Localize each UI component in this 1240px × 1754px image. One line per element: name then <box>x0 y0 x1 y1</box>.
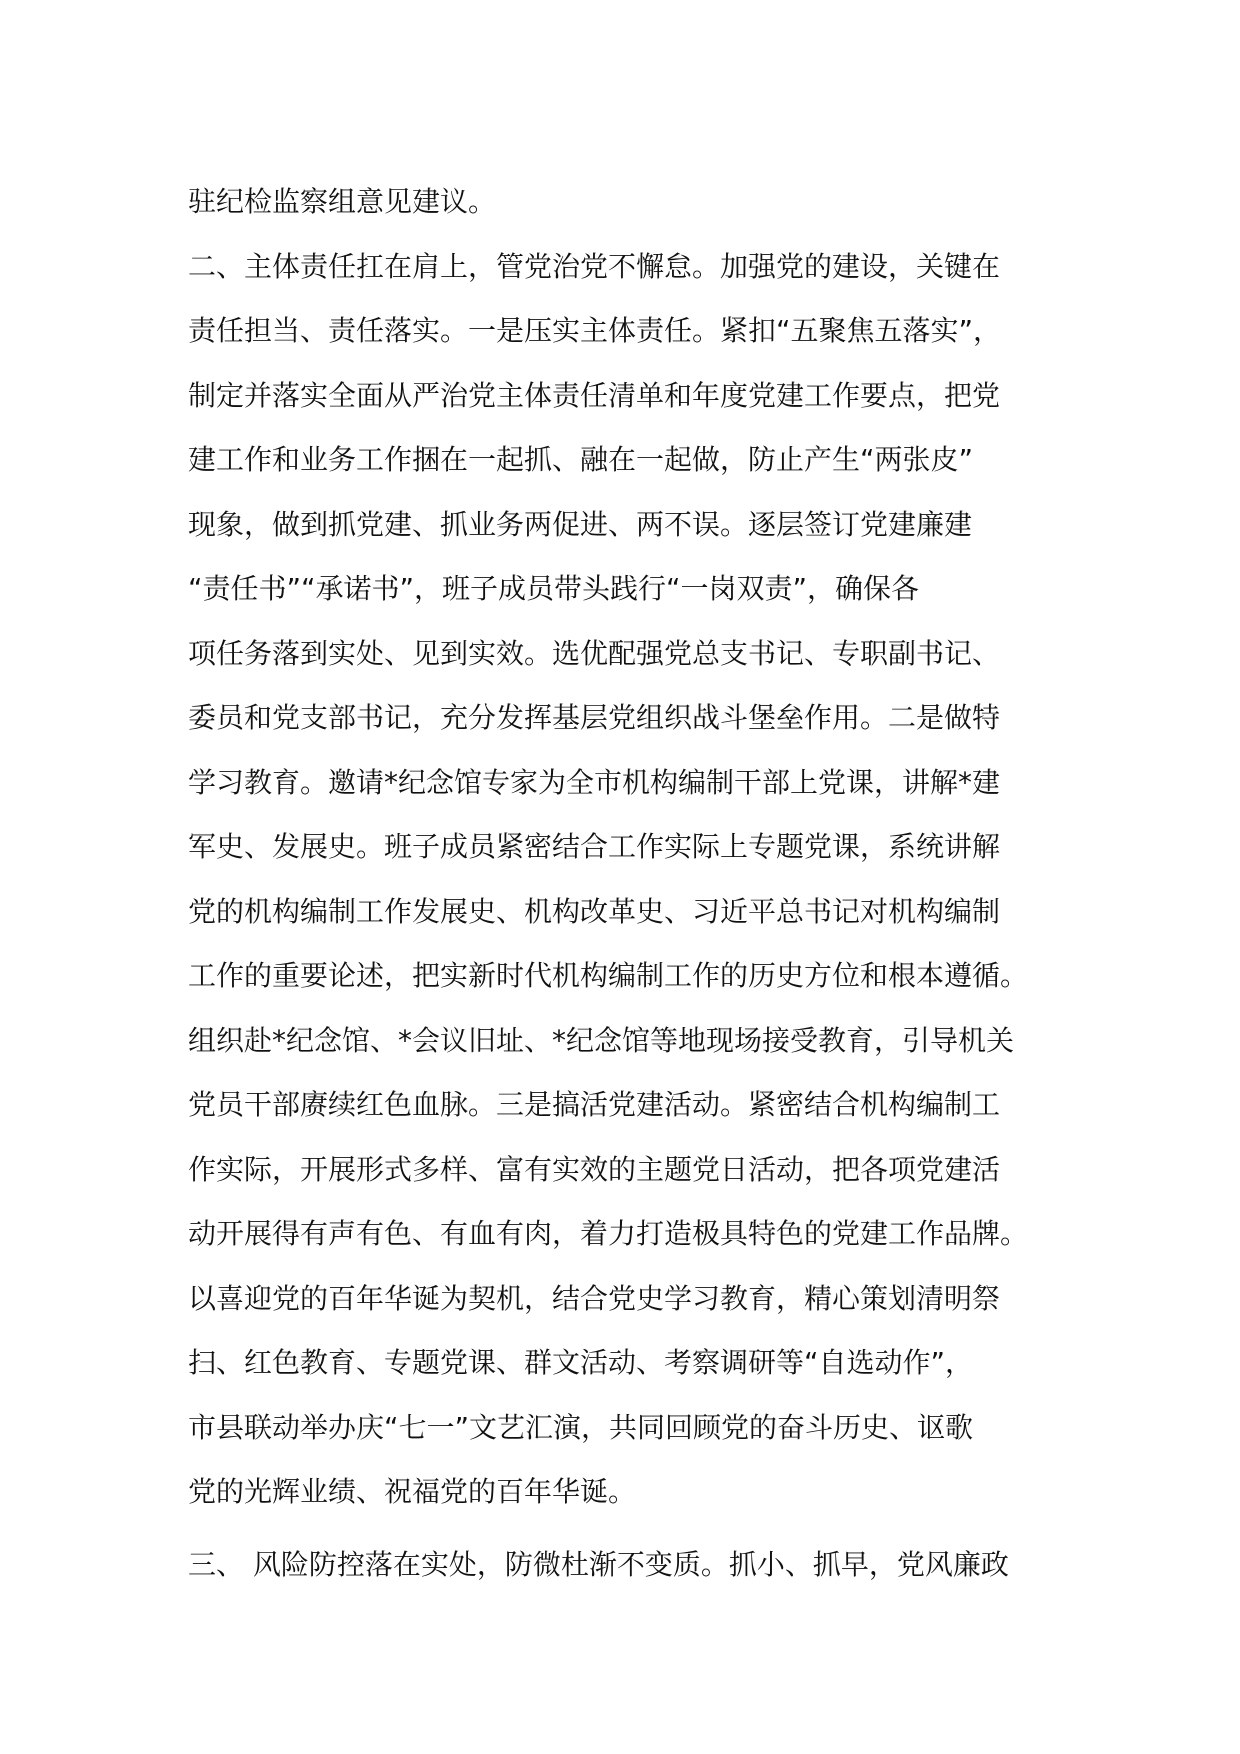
text-line: 作实际，开展形式多样、富有实效的主题党日活动，把各项党建活 <box>188 1152 1001 1186</box>
text-line: 动开展得有声有色、有血有肉，着力打造极具特色的党建工作品牌。 <box>188 1217 1029 1250</box>
text-line: 委员和党支部书记，充分发挥基层党组织战斗堡垒作用。二是做特 <box>188 701 1001 734</box>
text-line: 军史、发展史。班子成员紧密结合工作实际上专题党课，系统讲解 <box>188 830 1001 863</box>
text-line: 项任务落到实处、见到实效。选优配强党总支书记、专职副书记、 <box>188 636 1001 670</box>
text-line: 学习教育。邀请*纪念馆专家为全市机构编制干部上党课，讲解*建 <box>188 765 1001 799</box>
text-line: 市县联动举办庆“七一”文艺汇演，共同回顾党的奋斗历史、讴歌 <box>188 1410 974 1444</box>
text-line: 责任担当、责任落实。一是压实主体责任。紧扣“五聚焦五落实”， <box>188 314 1002 347</box>
text-line: 党的机构编制工作发展史、机构改革史、习近平总书记对机构编制 <box>188 894 1001 928</box>
section-heading-3: 三、 风险防控落在实处，防微杜渐不变质。抓小、抓早，党风廉政 <box>188 1547 1009 1581</box>
section-heading-2: 二、主体责任扛在肩上，管党治党不懈怠。加强党的建设，关键在 <box>188 249 1001 283</box>
text-line: 党员干部赓续红色血脉。三是搞活党建活动。紧密结合机构编制工 <box>188 1088 1001 1121</box>
text-line: “责任书”“承诺书”，班子成员带头践行“一岗双责”，确保各 <box>188 572 920 605</box>
text-line: 扫、红色教育、专题党课、群文活动、考察调研等“自选动作”， <box>188 1346 974 1379</box>
body-text <box>188 170 1068 1597</box>
text-line: 制定并落实全面从严治党主体责任清单和年度党建工作要点，把党 <box>188 378 1001 412</box>
text-line: 党的光辉业绩、祝福党的百年华诞。 <box>188 1475 637 1508</box>
text-line: 以喜迎党的百年华诞为契机，结合党史学习教育，精心策划清明祭 <box>188 1281 1001 1315</box>
paragraph-gap <box>188 1525 1068 1533</box>
text-line: 现象，做到抓党建、抓业务两促进、两不误。逐层签订党建廉建 <box>188 507 973 541</box>
text-line: 组织赴*纪念馆、*会议旧址、*纪念馆等地现场接受教育，引导机关 <box>188 1023 1015 1057</box>
text-line: 建工作和业务工作捆在一起抓、融在一起做，防止产生“两张皮” <box>188 443 974 476</box>
text-line: 工作的重要论述，把实新时代机构编制工作的历史方位和根本遵循。 <box>188 959 1029 992</box>
text-line: 驻纪检监察组意见建议。 <box>188 185 497 218</box>
